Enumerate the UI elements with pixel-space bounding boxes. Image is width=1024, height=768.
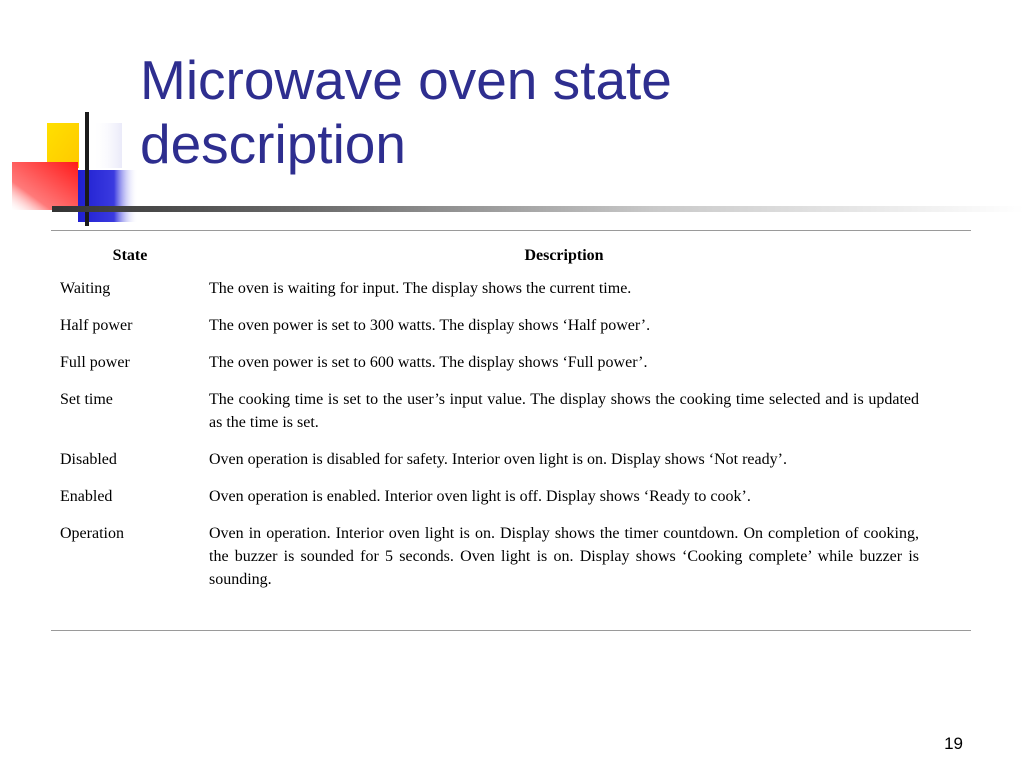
table-header-row (51, 231, 971, 273)
description-cell: Oven operation is enabled. Interior oven light is off. Display shows ‘Ready to cook’. (209, 488, 751, 505)
table-row (51, 481, 971, 518)
state-cell: Waiting (60, 280, 111, 297)
state-cell: Set time (60, 391, 113, 408)
slide-title-line-1: Microwave oven state (140, 49, 672, 111)
slide-title (140, 48, 672, 176)
description-cell: The oven is waiting for input. The display shows the current time. (209, 280, 632, 297)
description-cell: The oven power is set to 600 watts. The display shows ‘Full power’. (209, 354, 648, 371)
description-column-header: Description (524, 247, 604, 264)
description-cell: Oven operation is disabled for safety. Interior oven light is on. Display shows ‘Not ready’. (209, 451, 787, 468)
state-table (51, 230, 971, 601)
table-row (51, 310, 971, 347)
page-number: 19 (944, 734, 963, 753)
state-cell: Disabled (60, 451, 117, 468)
state-column-header: State (112, 247, 148, 264)
table-bottom-rule (51, 630, 971, 631)
table-row (51, 518, 971, 601)
description-cell: The oven power is set to 300 watts. The display shows ‘Half power’. (209, 317, 651, 334)
table-row (51, 347, 971, 384)
title-underline (52, 202, 1024, 224)
state-cell: Operation (60, 525, 124, 542)
slide-title-line-2: description (140, 113, 406, 175)
table-row (51, 444, 971, 481)
table-row (51, 273, 971, 310)
state-cell: Full power (60, 354, 130, 371)
table-row (51, 384, 971, 444)
description-cell: The cooking time is set to the user’s input value. The display shows the cooking time selected and is updated as the time is set. (209, 391, 919, 431)
description-cell: Oven in operation. Interior oven light is on. Display shows the timer countdown. On completion of cooking, the buzzer is sounded for 5 seconds. Oven light is on. Display shows ‘Cooking complete’ while buzzer is sounding. (209, 525, 919, 588)
state-cell: Half power (60, 317, 133, 334)
state-cell: Enabled (60, 488, 113, 505)
